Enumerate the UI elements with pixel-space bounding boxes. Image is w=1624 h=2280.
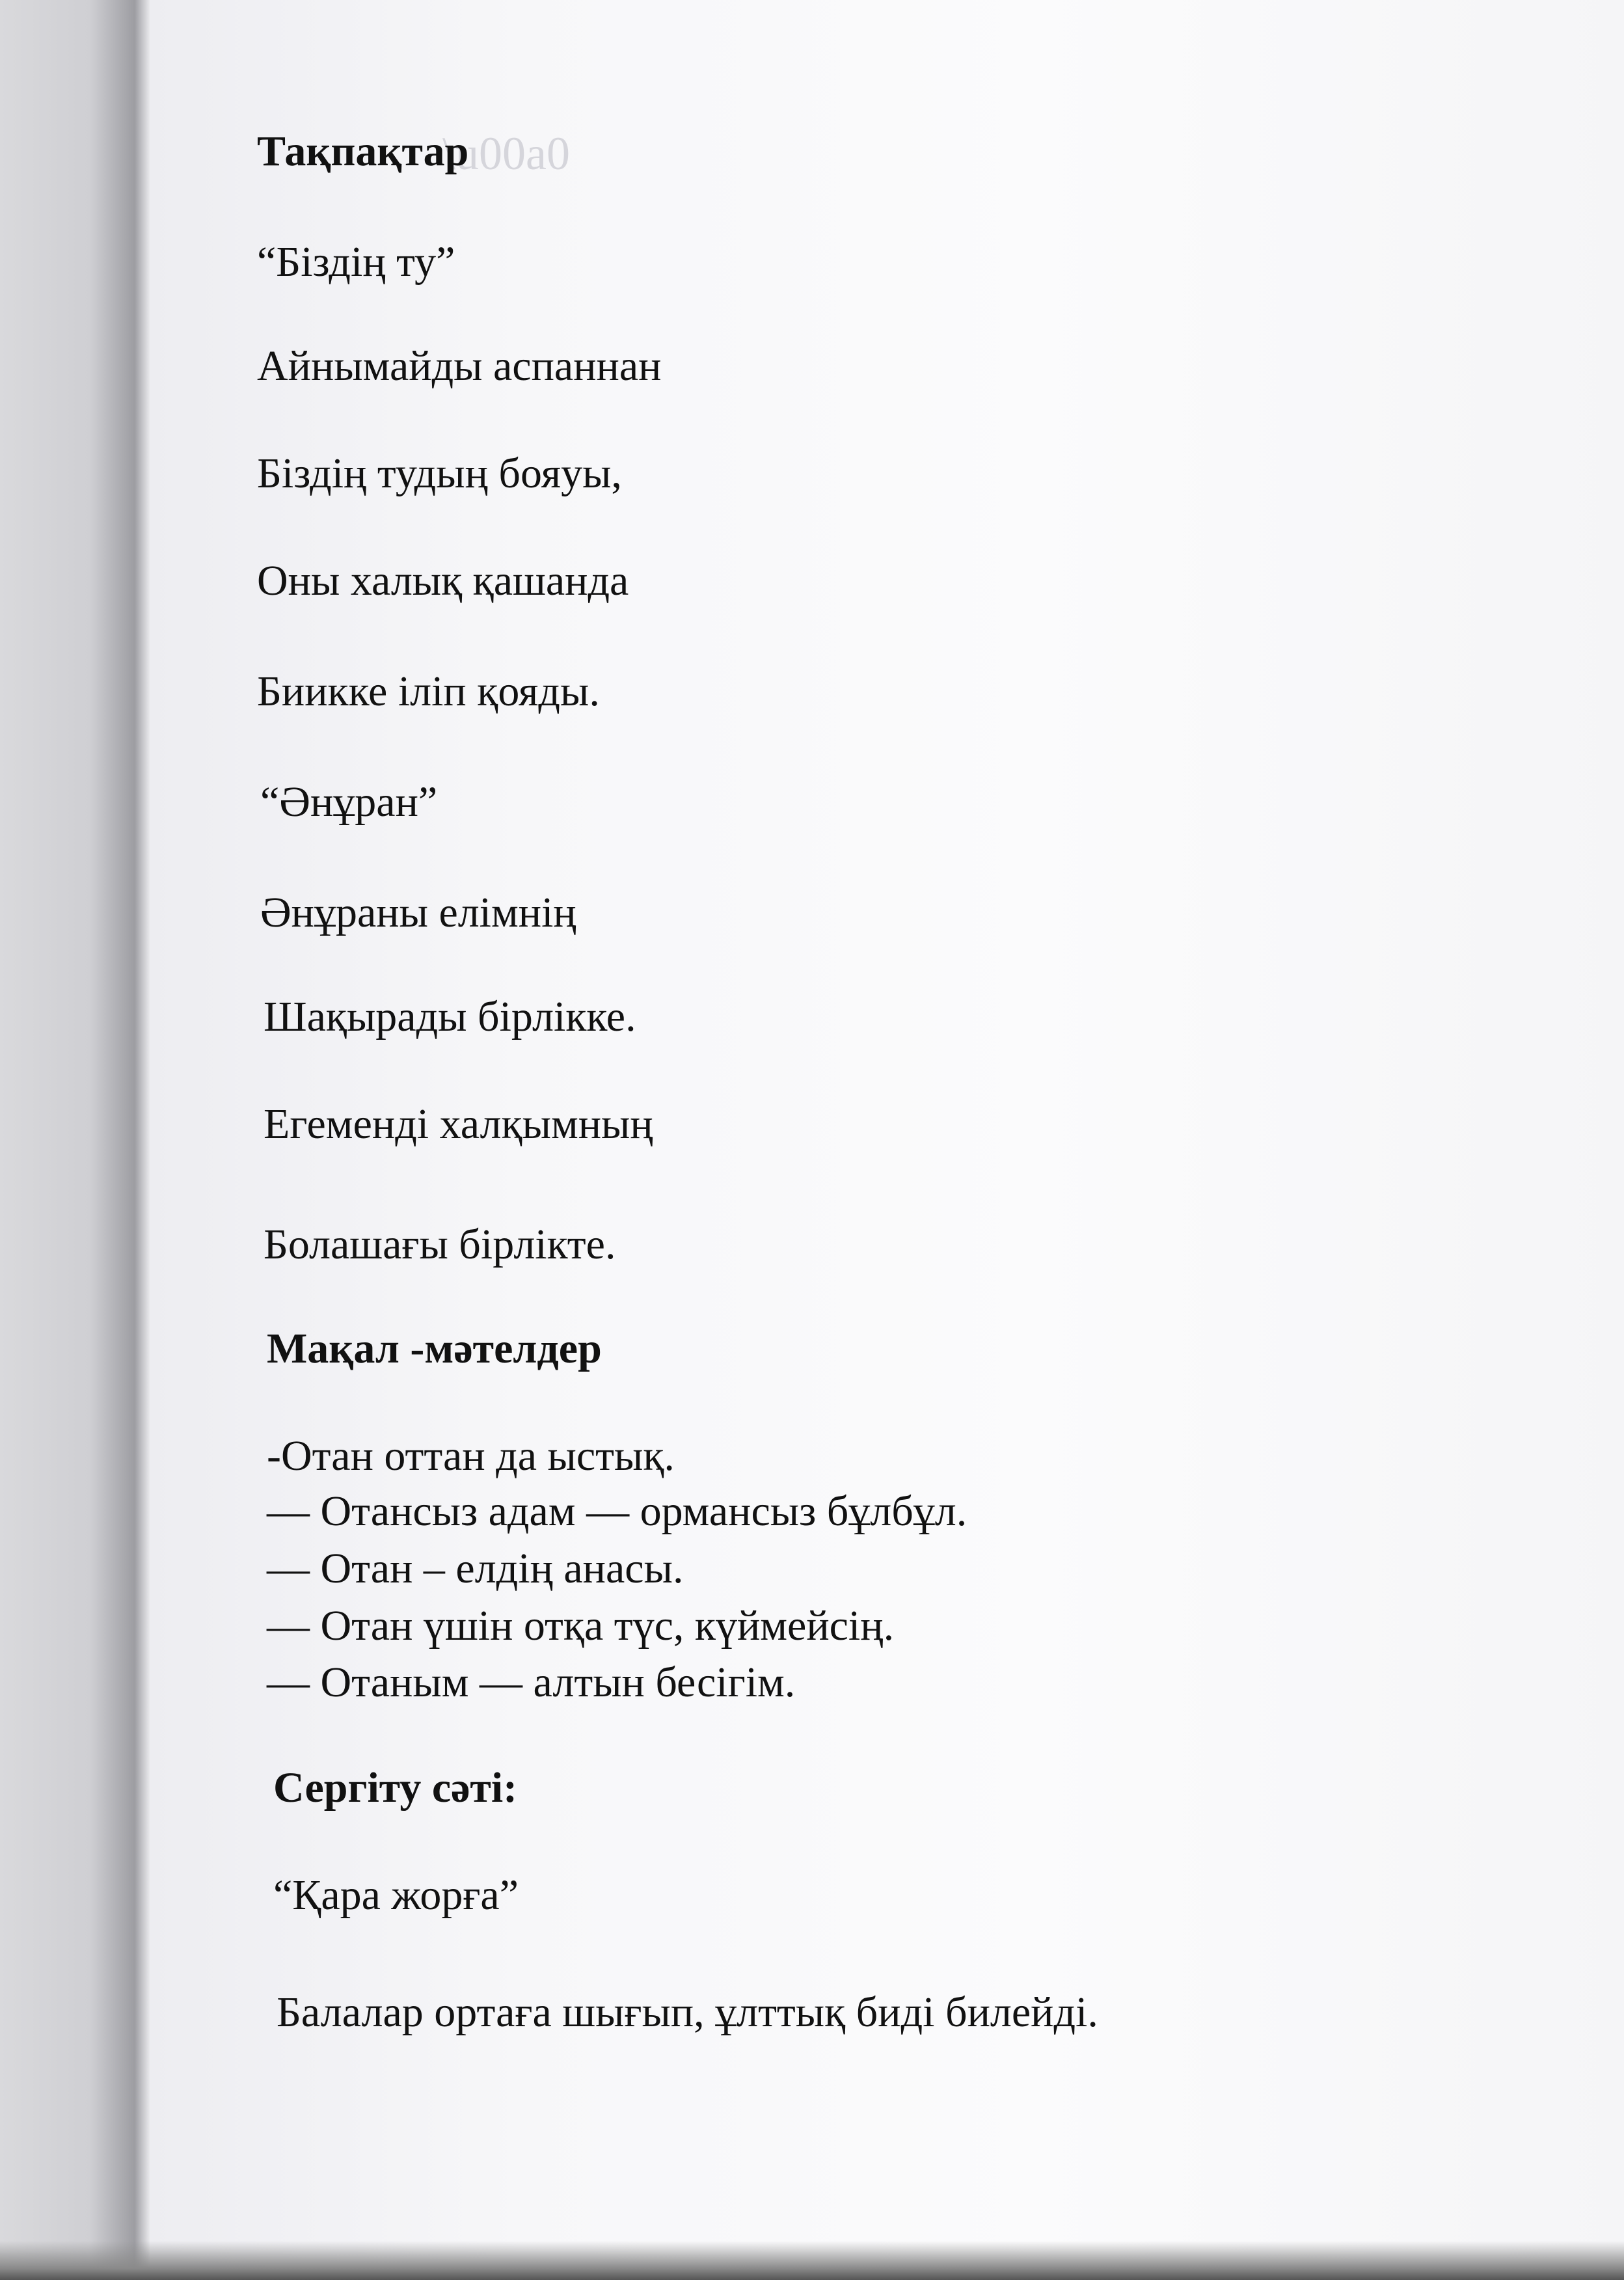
proverb-line: — Отан үшін отқа түс, күймейсің. — [267, 1602, 895, 1649]
game-title: “Қара жорға” — [273, 1871, 519, 1919]
poem-title: “Әнұран” — [260, 778, 438, 826]
poem-title: “Біздің ту” — [257, 238, 455, 286]
previous-page-edge — [0, 0, 150, 2280]
poem-line: Болашағы бірлікте. — [264, 1221, 616, 1268]
proverb-line: — Отансыз адам — ормансыз бұлбұл. — [267, 1487, 968, 1535]
margin-letters — [7, 130, 17, 178]
closing-line: Балалар ортаға шығып, ұлттық биді билейді. — [277, 1988, 1098, 2036]
scan-bottom-edge — [0, 2241, 1624, 2280]
proverb-line: — Отан – елдің анасы. — [267, 1545, 684, 1592]
proverb-line: -Отан оттан да ыстық. — [267, 1432, 675, 1480]
poem-line: Биикке іліп қояды. — [257, 668, 600, 715]
poem-line: Біздің тудың бояуы, — [257, 450, 622, 497]
poem-line: Айнымайды аспаннан — [257, 342, 662, 390]
heading-takpaktar: Тақпақтар — [257, 128, 469, 175]
poem-line: Әнұраны елімнің — [260, 889, 576, 936]
proverb-line: — Отаным — алтын бесігім. — [267, 1659, 796, 1706]
heading-sergitu: Сергіту сәті: — [273, 1764, 518, 1812]
poem-line: Егеменді халқымның — [264, 1100, 653, 1148]
poem-line: Оны халық қашанда — [257, 557, 629, 604]
bleed-through-text: \u00a0 — [442, 128, 570, 180]
poem-line: Шақырады бірлікке. — [264, 993, 636, 1040]
heading-makal: Мақал -мәтелдер — [267, 1325, 602, 1372]
